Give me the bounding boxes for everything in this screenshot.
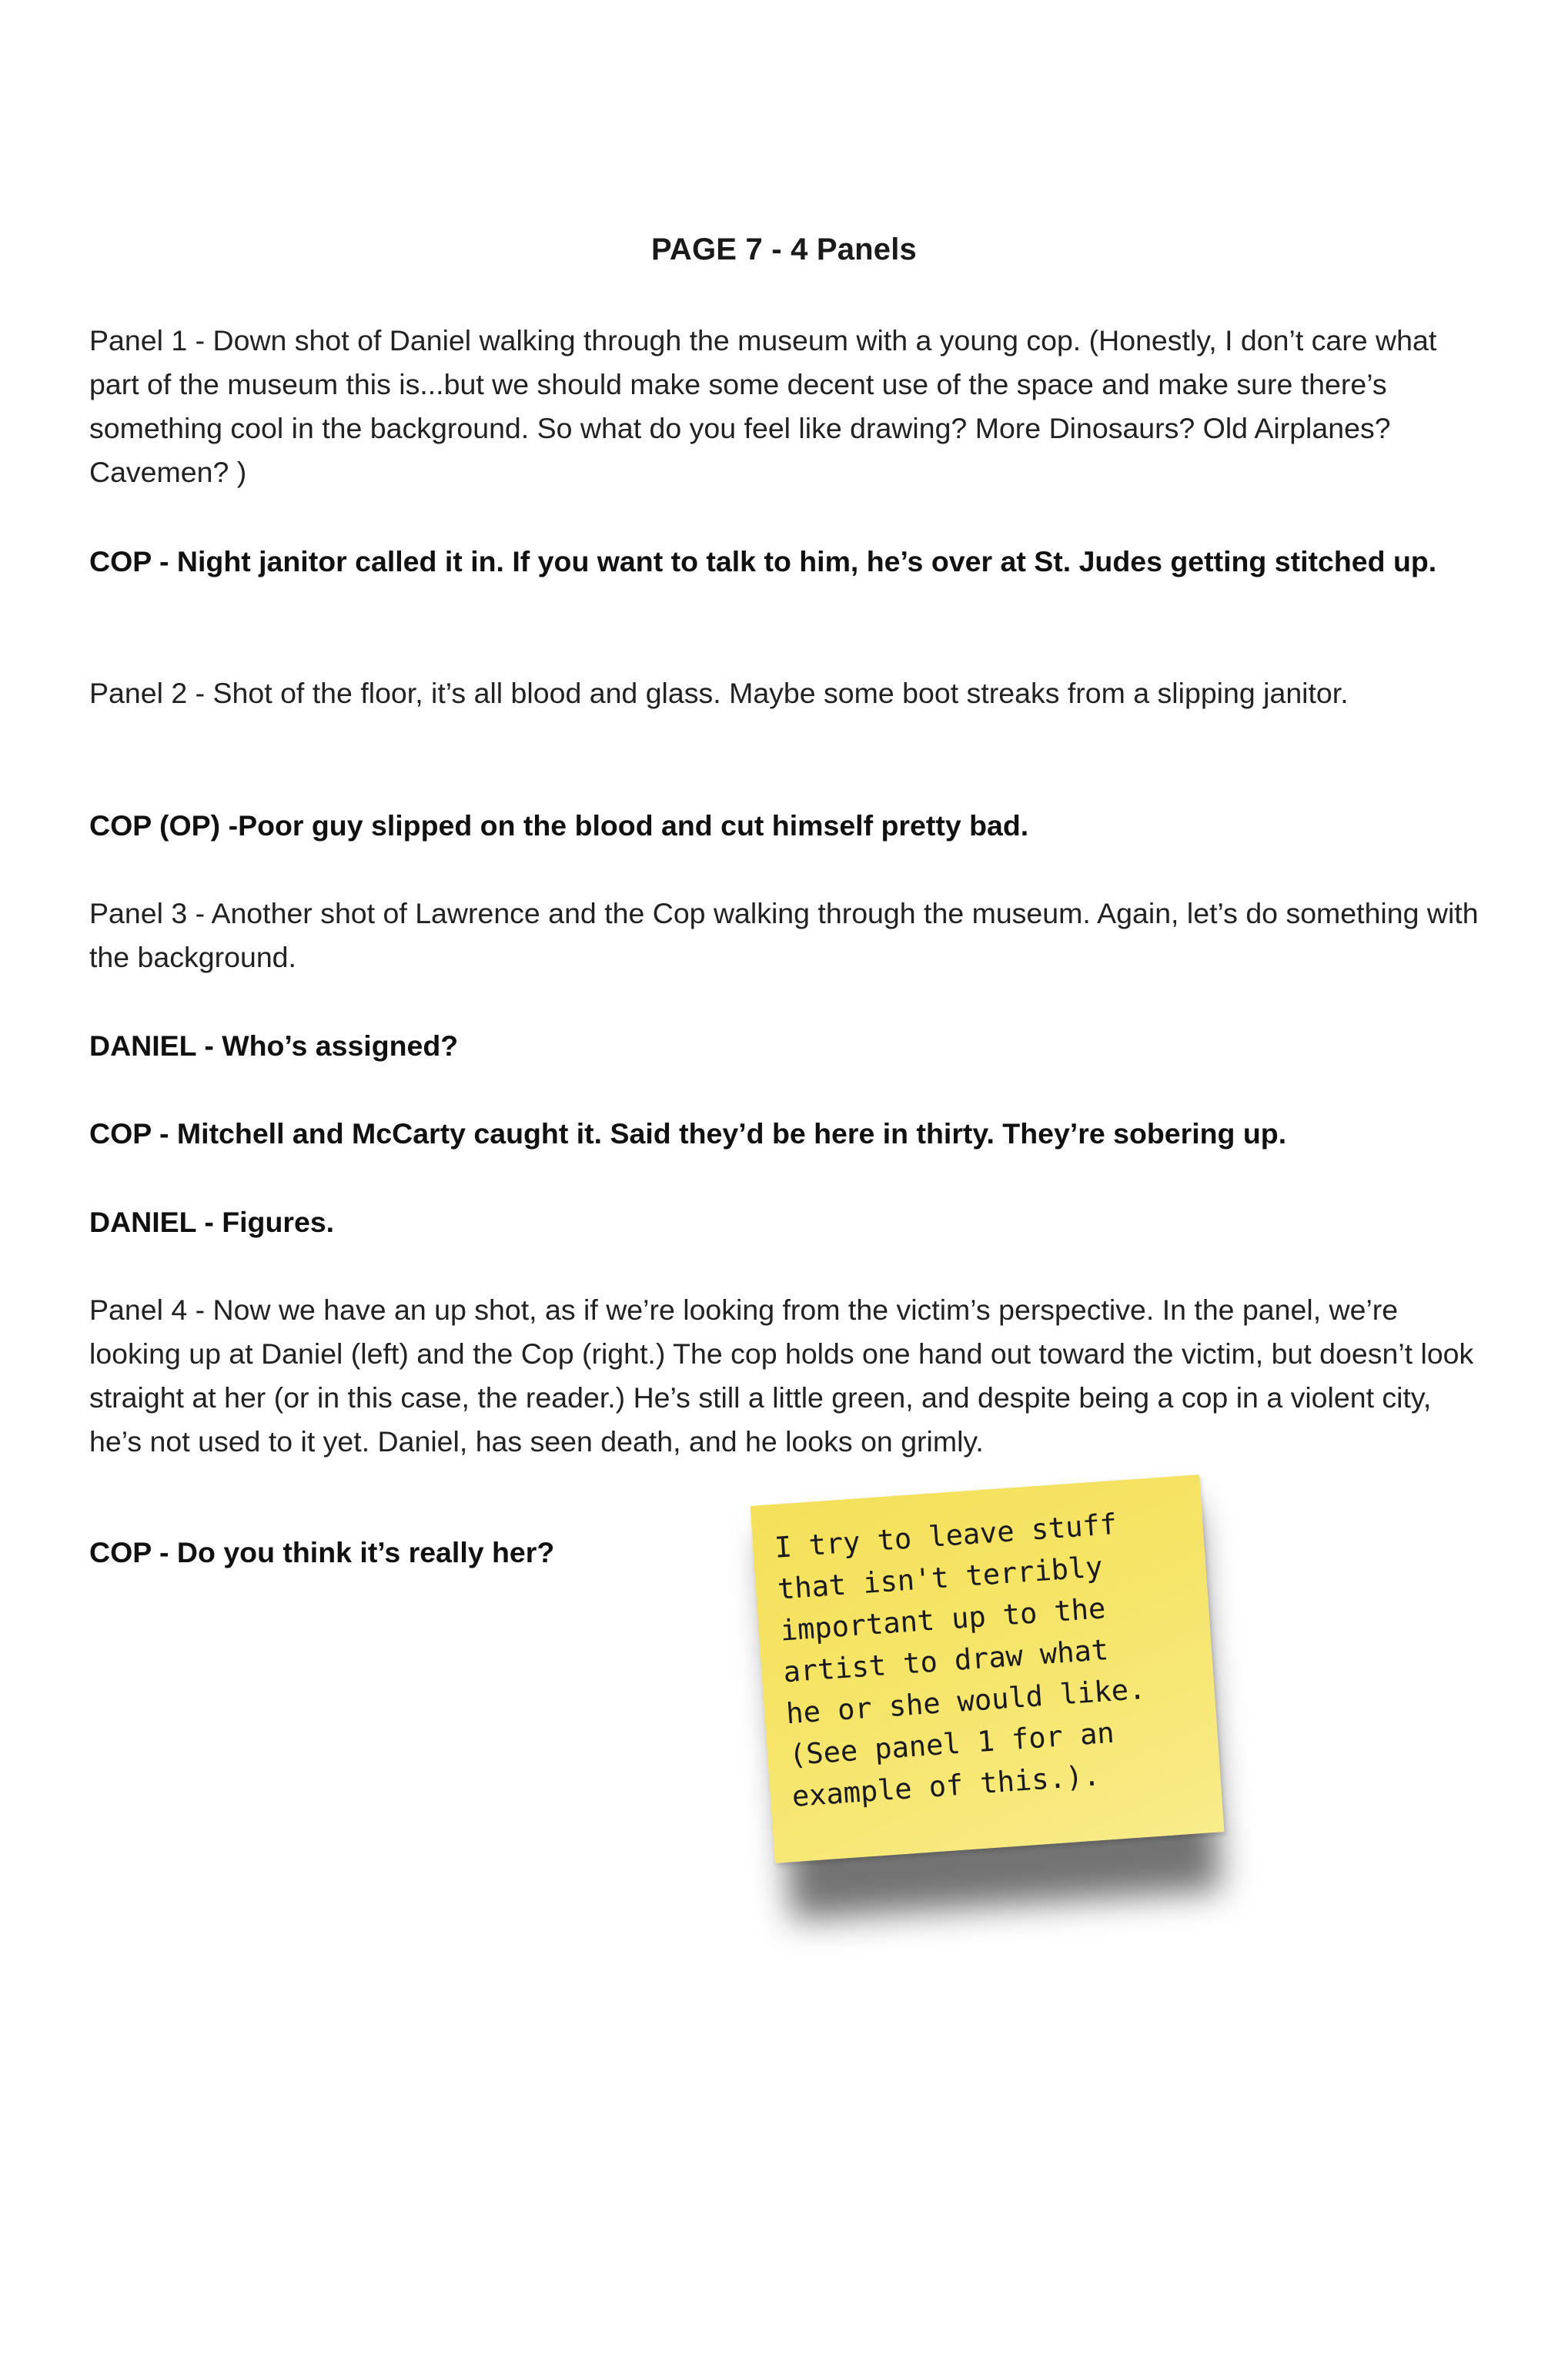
panel-3-description: Panel 3 - Another shot of Lawrence and the Cop walking through the museum. Again, let’s do something with the background.: [89, 897, 1479, 973]
sticky-note-text: I try to leave stuff that isn't terribly important up to the artist to draw what he or she would like. (See panel 1 for an example of this.).: [773, 1507, 1147, 1814]
cop-dialogue-1: COP - Night janitor called it in. If you want to talk to him, he’s over at St. Judes getting stitched up.: [89, 545, 1437, 577]
cop-dialogue-2: COP (OP) -Poor guy slipped on the blood and cut himself pretty bad.: [89, 809, 1029, 842]
page-title: PAGE 7 - 4 Panels: [650, 233, 918, 266]
cop-dialogue-3: COP - Mitchell and McCarty caught it. Said they’d be here in thirty. They’re sobering up.: [89, 1117, 1287, 1150]
panel-1-description: Panel 1 - Down shot of Daniel walking through the museum with a young cop. (Honestly, I don’t care what part of the museum this is...but we should make some decent use of the space and make sure there’s something cool in the background. So what do you feel like drawing? More Dinosaurs? Old Airplanes? Cavemen? ): [89, 324, 1437, 488]
daniel-dialogue-1: DANIEL - Who’s assigned?: [89, 1029, 459, 1062]
cop-dialogue-4: COP - Do you think it’s really her?: [89, 1536, 555, 1568]
panel-2-description: Panel 2 - Shot of the floor, it’s all blood and glass. Maybe some boot streaks from a slipping janitor.: [89, 677, 1349, 709]
daniel-dialogue-2: DANIEL - Figures.: [89, 1206, 335, 1238]
sticky-note: [750, 1474, 1224, 1863]
panel-4-description: Panel 4 - Now we have an up shot, as if we’re looking from the victim’s perspective. In the panel, we’re looking up at Daniel (left) and the Cop (right.) The cop holds one hand out toward the victim, but doesn’t look straight at her (or in this case, the reader.) He’s still a little green, and despite being a cop in a violent city, he’s not used to it yet. Daniel, has seen death, and he looks on grimly.: [89, 1294, 1474, 1458]
